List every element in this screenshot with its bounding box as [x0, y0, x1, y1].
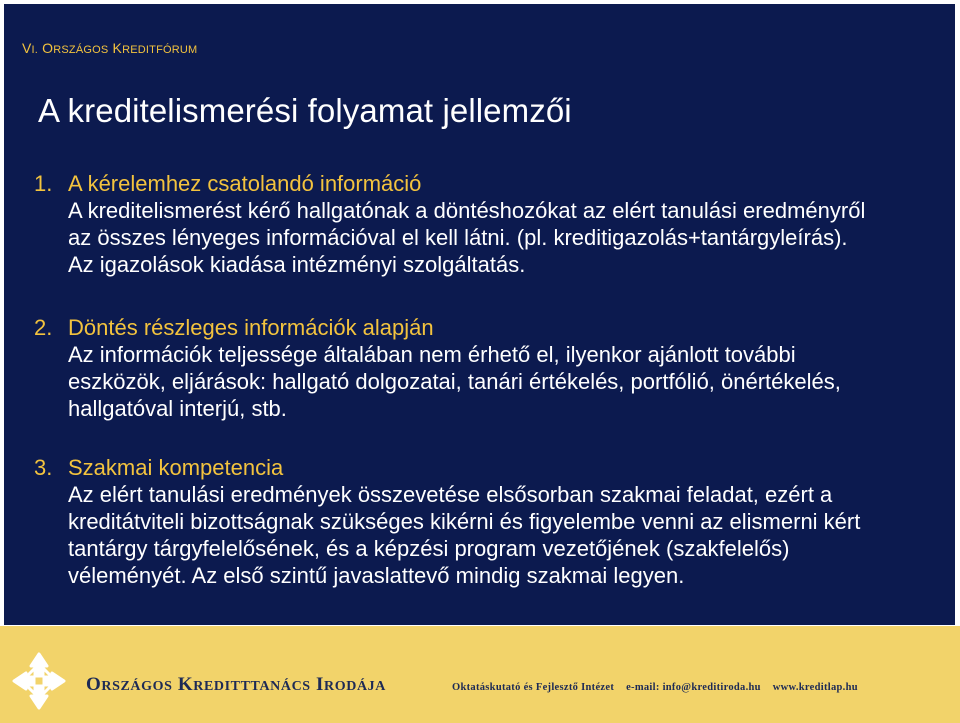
section-title: Döntés részleges információk alapján [68, 315, 434, 340]
section-3 [34, 454, 934, 589]
section-2 [34, 314, 934, 422]
slide-title: A kreditelismerési folyamat jellemzői [38, 92, 572, 129]
body-line: eszközök, eljárások: hallgató dolgozatai, tanári értékelés, portfólió, önértékelés, [68, 369, 841, 394]
website-url: www.kreditlap.hu [772, 682, 858, 693]
section-body [68, 197, 934, 278]
organization-name: ORSZÁGOS KREDITTTANÁCS IRODÁJA [86, 674, 386, 695]
event-title: VI. ORSZÁGOS KREDITFÓRUM [22, 40, 198, 56]
section-heading [34, 314, 934, 341]
compass-arrows-logo-icon [10, 650, 68, 712]
section-title: A kérelemhez csatolandó információ [68, 171, 422, 196]
body-line: kreditátviteli bizottságnak szükséges kikérni és figyelembe venni az elismerni kért [68, 509, 861, 534]
section-heading [34, 454, 934, 481]
footer-contact-line [452, 682, 867, 693]
body-line: Az információk teljessége általában nem érhető el, ilyenkor ajánlott további [68, 342, 796, 367]
section-1 [34, 170, 934, 278]
section-body [68, 481, 934, 589]
body-line: az összes lényeges információval el kell látni. (pl. kreditigazolás+tantárgyleírás). [68, 225, 848, 250]
section-number: 1. [34, 171, 53, 196]
body-line: A kreditelismerést kérő hallgatónak a döntéshozókat az elért tanulási eredményről [68, 198, 866, 223]
section-number: 3. [34, 455, 53, 480]
body-line: Az elért tanulási eredmények összevetése elsősorban szakmai feladat, ezért a [68, 482, 833, 507]
section-body [68, 341, 934, 422]
body-line: tantárgy tárgyfelelősének, és a képzési program vezetőjének (szakfelelős) [68, 536, 790, 561]
section-heading [34, 170, 934, 197]
footer-banner [0, 626, 960, 723]
body-line: hallgatóval interjú, stb. [68, 396, 287, 421]
email-address: e-mail: info@kreditiroda.hu [626, 682, 761, 693]
section-title: Szakmai kompetencia [68, 455, 284, 480]
body-line: véleményét. Az első szintű javaslattevő mindig szakmai legyen. [68, 563, 685, 588]
content-panel [4, 4, 955, 625]
institute-name: Oktatáskutató és Fejlesztő Intézet [452, 682, 615, 693]
section-number: 2. [34, 315, 53, 340]
body-line: Az igazolások kiadása intézményi szolgáltatás. [68, 252, 526, 277]
